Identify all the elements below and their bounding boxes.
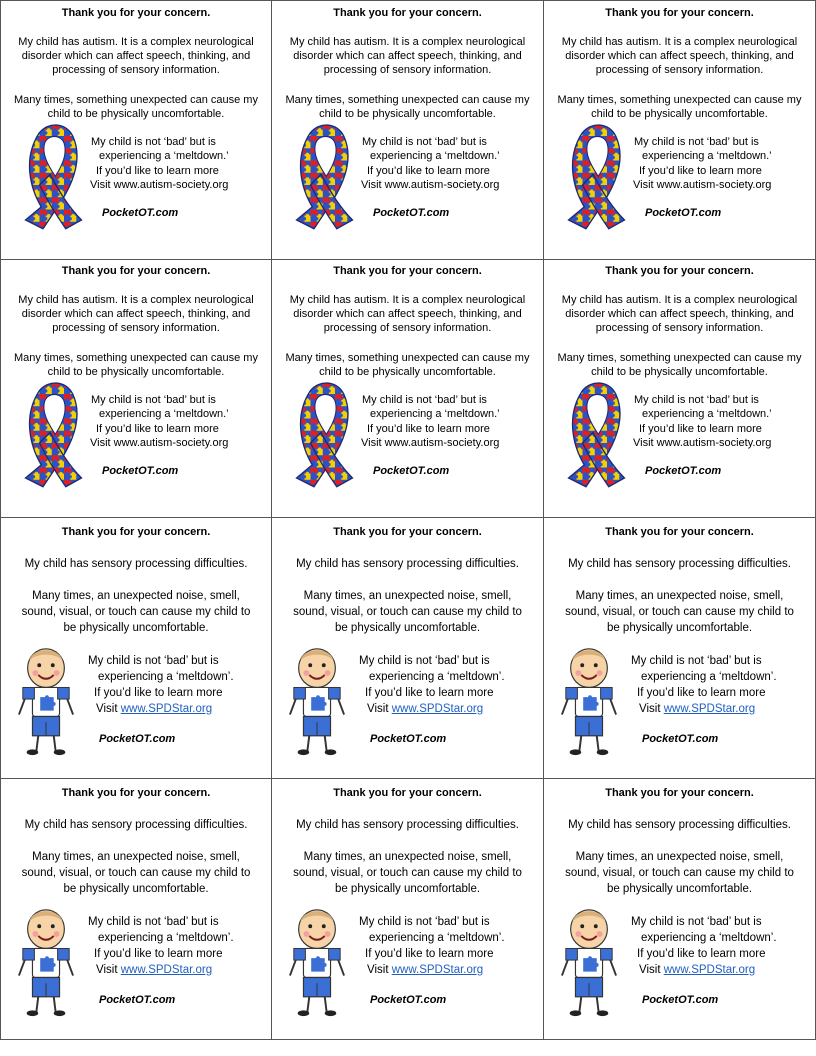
card-title: Thank you for your concern. xyxy=(61,7,211,19)
card-unexpected-line-1: Many times, something unexpected can cause my xyxy=(557,94,802,106)
card-info-line-3: If you’d like to learn more xyxy=(365,687,494,699)
card-unexpected-line-1: Many times, something unexpected can cause my xyxy=(285,352,530,364)
spdstar-link[interactable]: www.SPDStar.org xyxy=(391,703,484,715)
card-unexpected-line-2: sound, visual, or touch can cause my child to xyxy=(565,606,794,618)
spdstar-link[interactable]: www.SPDStar.org xyxy=(663,703,756,715)
card-intro: My child has sensory processing difficulties. xyxy=(24,819,248,831)
card-unexpected-line-1: Many times, something unexpected can cause my xyxy=(14,352,258,364)
card-title: Thank you for your concern. xyxy=(333,526,482,538)
card-info-line-2: experiencing a ‘meltdown’. xyxy=(369,932,505,944)
card-unexpected-line-1: Many times, something unexpected can cause my xyxy=(285,94,530,106)
spdstar-link[interactable]: www.SPDStar.org xyxy=(663,964,756,976)
card-info-line-2: experiencing a ‘meltdown’. xyxy=(641,671,777,683)
smiling-boy-icon xyxy=(288,642,346,760)
card-info-line-2: experiencing a ‘meltdown.’ xyxy=(370,408,500,420)
card-info-line-3: If you’d like to learn more xyxy=(94,687,223,699)
card-intro-line-2: disorder which can affect speech, thinking, and xyxy=(21,308,251,320)
card-info-line-1: My child is not ‘bad’ but is xyxy=(634,136,759,148)
card-intro-line-3: processing of sensory information. xyxy=(323,64,492,76)
card-info-line-3: If you’d like to learn more xyxy=(94,948,223,960)
card-intro-line-1: My child has autism. It is a complex neurological xyxy=(561,294,798,306)
card-intro-line-2: disorder which can affect speech, thinking, and xyxy=(565,50,794,62)
card-intro-line-2: disorder which can affect speech, thinking, and xyxy=(293,308,522,320)
card-unexpected-line-3: be physically uncomfortable. xyxy=(334,883,481,895)
card-intro-line-1: My child has autism. It is a complex neurological xyxy=(561,36,798,48)
sensory-processing-card xyxy=(0,518,272,779)
card-unexpected-line-2: sound, visual, or touch can cause my child to xyxy=(565,867,794,879)
card-brand: PocketOT.com xyxy=(645,207,722,219)
visit-label: Visit xyxy=(367,703,392,715)
card-intro-line-1: My child has autism. It is a complex neurological xyxy=(18,36,254,48)
card-info-visit xyxy=(367,962,483,978)
card-unexpected-line-1: Many times, something unexpected can cause my xyxy=(14,94,258,106)
card-info-line-1: My child is not ‘bad’ but is xyxy=(362,136,487,148)
card-title: Thank you for your concern. xyxy=(333,265,482,277)
spdstar-link[interactable]: www.SPDStar.org xyxy=(120,703,213,715)
autism-awareness-card xyxy=(544,259,816,518)
card-intro-line-3: processing of sensory information. xyxy=(52,322,220,334)
card-brand: PocketOT.com xyxy=(642,733,719,745)
card-info-line-2: experiencing a ‘meltdown.’ xyxy=(370,150,500,162)
card-title: Thank you for your concern. xyxy=(61,787,211,799)
card-title: Thank you for your concern. xyxy=(605,7,754,19)
card-intro-line-1: My child has autism. It is a complex neurological xyxy=(18,294,254,306)
card-unexpected-line-2: child to be physically uncomfortable. xyxy=(591,108,768,120)
visit-label: Visit xyxy=(96,703,121,715)
card-intro-line-2: disorder which can affect speech, thinking, and xyxy=(293,50,522,62)
card-intro-line-1: My child has autism. It is a complex neurological xyxy=(289,36,526,48)
card-unexpected-line-3: be physically uncomfortable. xyxy=(334,622,481,634)
card-info-line-4: Visit www.autism-society.org xyxy=(633,437,772,449)
spdstar-link[interactable]: www.SPDStar.org xyxy=(391,964,484,976)
autism-awareness-card xyxy=(272,1,544,260)
card-unexpected-line-1: Many times, an unexpected noise, smell, xyxy=(32,590,240,602)
autism-ribbon-icon xyxy=(558,377,628,495)
card-intro-line-3: processing of sensory information. xyxy=(595,322,764,334)
card-info-line-1: My child is not ‘bad’ but is xyxy=(91,394,216,406)
card-info-visit xyxy=(367,701,483,717)
card-intro-line-3: processing of sensory information. xyxy=(595,64,764,76)
card-info-line-1: My child is not ‘bad’ but is xyxy=(631,655,762,667)
card-intro: My child has sensory processing difficulties. xyxy=(568,819,791,831)
card-row xyxy=(0,0,816,260)
card-info-line-3: If you’d like to learn more xyxy=(639,165,762,177)
card-info-line-4: Visit www.autism-society.org xyxy=(633,179,772,191)
sensory-processing-card xyxy=(544,518,816,779)
card-row xyxy=(0,259,816,518)
card-brand: PocketOT.com xyxy=(99,994,176,1006)
card-unexpected-line-1: Many times, an unexpected noise, smell, xyxy=(575,851,784,863)
card-info-line-3: If you’d like to learn more xyxy=(637,948,766,960)
card-unexpected-line-1: Many times, an unexpected noise, smell, xyxy=(575,590,784,602)
smiling-boy-icon xyxy=(288,903,346,1021)
card-unexpected-line-3: be physically uncomfortable. xyxy=(63,622,209,634)
card-info-visit xyxy=(639,962,755,978)
card-info-line-4: Visit www.autism-society.org xyxy=(361,179,500,191)
autism-awareness-card xyxy=(0,259,272,518)
card-brand: PocketOT.com xyxy=(102,207,179,219)
card-info-line-3: If you’d like to learn more xyxy=(365,948,494,960)
sensory-processing-card xyxy=(544,779,816,1040)
card-unexpected-line-1: Many times, an unexpected noise, smell, xyxy=(32,851,240,863)
card-brand: PocketOT.com xyxy=(370,733,447,745)
card-title: Thank you for your concern. xyxy=(61,526,211,538)
visit-label: Visit xyxy=(639,703,664,715)
card-title: Thank you for your concern. xyxy=(605,265,754,277)
card-intro: My child has sensory processing difficulties. xyxy=(296,558,519,570)
spdstar-link[interactable]: www.SPDStar.org xyxy=(120,964,213,976)
card-info-line-1: My child is not ‘bad’ but is xyxy=(88,655,219,667)
card-info-line-2: experiencing a ‘meltdown.’ xyxy=(642,408,772,420)
card-info-line-3: If you’d like to learn more xyxy=(367,165,490,177)
card-info-visit xyxy=(96,701,212,717)
card-intro-line-3: processing of sensory information. xyxy=(323,322,492,334)
card-unexpected-line-2: child to be physically uncomfortable. xyxy=(47,108,225,120)
card-info-line-2: experiencing a ‘meltdown.’ xyxy=(642,150,772,162)
card-info-line-2: experiencing a ‘meltdown.’ xyxy=(99,150,229,162)
card-info-line-2: experiencing a ‘meltdown’. xyxy=(98,671,234,683)
card-unexpected-line-1: Many times, an unexpected noise, smell, xyxy=(303,851,512,863)
card-info-line-1: My child is not ‘bad’ but is xyxy=(88,916,219,928)
card-info-line-1: My child is not ‘bad’ but is xyxy=(91,136,216,148)
smiling-boy-icon xyxy=(560,642,618,760)
card-info-line-3: If you’d like to learn more xyxy=(639,423,762,435)
card-row xyxy=(0,518,816,779)
card-unexpected-line-1: Many times, an unexpected noise, smell, xyxy=(303,590,512,602)
smiling-boy-icon xyxy=(17,903,75,1021)
visit-label: Visit xyxy=(96,964,121,976)
card-info-line-1: My child is not ‘bad’ but is xyxy=(362,394,487,406)
autism-awareness-card xyxy=(272,259,544,518)
card-unexpected-line-1: Many times, something unexpected can cause my xyxy=(557,352,802,364)
autism-awareness-card xyxy=(0,1,272,260)
sensory-processing-card xyxy=(272,518,544,779)
card-info-line-3: If you’d like to learn more xyxy=(96,423,219,435)
card-info-line-1: My child is not ‘bad’ but is xyxy=(634,394,759,406)
visit-label: Visit xyxy=(639,964,664,976)
autism-awareness-card xyxy=(544,1,816,260)
card-unexpected-line-3: be physically uncomfortable. xyxy=(606,622,753,634)
card-unexpected-line-2: child to be physically uncomfortable. xyxy=(47,366,225,378)
autism-ribbon-icon xyxy=(558,119,628,237)
card-unexpected-line-2: sound, visual, or touch can cause my child to xyxy=(21,606,251,618)
card-brand: PocketOT.com xyxy=(370,994,447,1006)
card-info-line-4: Visit www.autism-society.org xyxy=(90,179,229,191)
card-unexpected-line-3: be physically uncomfortable. xyxy=(606,883,753,895)
card-info-line-2: experiencing a ‘meltdown.’ xyxy=(99,408,229,420)
autism-ribbon-icon xyxy=(286,119,356,237)
visit-label: Visit xyxy=(367,964,392,976)
card-title: Thank you for your concern. xyxy=(605,526,754,538)
card-title: Thank you for your concern. xyxy=(333,787,482,799)
card-intro-line-3: processing of sensory information. xyxy=(52,64,220,76)
card-unexpected-line-2: sound, visual, or touch can cause my child to xyxy=(293,606,522,618)
card-title: Thank you for your concern. xyxy=(333,7,482,19)
card-info-line-1: My child is not ‘bad’ but is xyxy=(631,916,762,928)
card-intro: My child has sensory processing difficulties. xyxy=(24,558,248,570)
card-info-line-2: experiencing a ‘meltdown’. xyxy=(98,932,234,944)
card-row xyxy=(0,779,816,1040)
card-intro: My child has sensory processing difficulties. xyxy=(296,819,519,831)
card-info-line-4: Visit www.autism-society.org xyxy=(361,437,500,449)
sensory-processing-card xyxy=(272,779,544,1040)
card-unexpected-line-2: sound, visual, or touch can cause my child to xyxy=(21,867,251,879)
card-intro-line-1: My child has autism. It is a complex neurological xyxy=(289,294,526,306)
sensory-processing-card xyxy=(0,779,272,1040)
card-intro-line-2: disorder which can affect speech, thinking, and xyxy=(21,50,251,62)
card-title: Thank you for your concern. xyxy=(605,787,754,799)
card-info-line-3: If you’d like to learn more xyxy=(637,687,766,699)
card-brand: PocketOT.com xyxy=(642,994,719,1006)
card-unexpected-line-2: child to be physically uncomfortable. xyxy=(319,366,496,378)
card-info-line-1: My child is not ‘bad’ but is xyxy=(359,916,490,928)
smiling-boy-icon xyxy=(560,903,618,1021)
card-brand: PocketOT.com xyxy=(373,465,450,477)
card-info-line-2: experiencing a ‘meltdown’. xyxy=(641,932,777,944)
card-info-line-2: experiencing a ‘meltdown’. xyxy=(369,671,505,683)
card-brand: PocketOT.com xyxy=(645,465,722,477)
card-brand: PocketOT.com xyxy=(102,465,179,477)
card-intro-line-2: disorder which can affect speech, thinking, and xyxy=(565,308,794,320)
card-info-line-3: If you’d like to learn more xyxy=(96,165,219,177)
smiling-boy-icon xyxy=(17,642,75,760)
card-info-visit xyxy=(96,962,212,978)
card-unexpected-line-3: be physically uncomfortable. xyxy=(63,883,209,895)
card-unexpected-line-2: sound, visual, or touch can cause my child to xyxy=(293,867,522,879)
autism-ribbon-icon xyxy=(15,119,85,237)
card-info-line-3: If you’d like to learn more xyxy=(367,423,490,435)
card-info-line-1: My child is not ‘bad’ but is xyxy=(359,655,490,667)
card-brand: PocketOT.com xyxy=(373,207,450,219)
card-info-visit xyxy=(639,701,755,717)
card-title: Thank you for your concern. xyxy=(61,265,211,277)
autism-ribbon-icon xyxy=(286,377,356,495)
autism-ribbon-icon xyxy=(15,377,85,495)
card-brand: PocketOT.com xyxy=(99,733,176,745)
card-unexpected-line-2: child to be physically uncomfortable. xyxy=(591,366,768,378)
card-unexpected-line-2: child to be physically uncomfortable. xyxy=(319,108,496,120)
card-intro: My child has sensory processing difficulties. xyxy=(568,558,791,570)
card-info-line-4: Visit www.autism-society.org xyxy=(90,437,229,449)
